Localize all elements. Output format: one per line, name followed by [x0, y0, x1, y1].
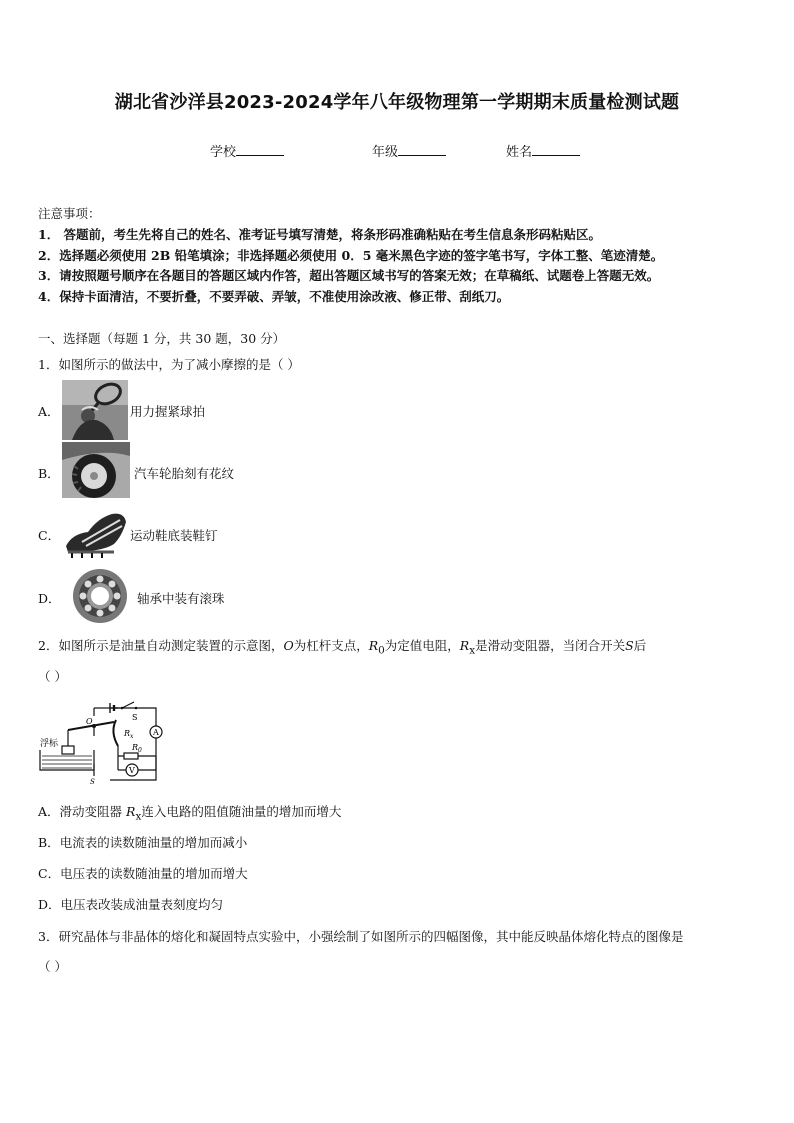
q2-option-a-pre: 滑动变阻器 — [59, 804, 127, 819]
name-label: 姓名 — [506, 145, 533, 160]
spiked-shoe-image — [62, 506, 130, 566]
tennis-player-image — [62, 380, 128, 444]
school-field — [210, 141, 284, 160]
q2-option-c-letter: C． — [38, 866, 61, 881]
switch-label: S — [132, 713, 138, 722]
q2-option-c-text: 电压表的读数随油量的增加而增大 — [60, 866, 248, 881]
q2-option-a — [38, 802, 341, 823]
rx-label: $R_x$ — [124, 729, 134, 740]
q2-stem-part: 后 — [633, 638, 647, 653]
q2-option-a-var: R — [126, 804, 136, 819]
q2-paren: （ ） — [38, 669, 67, 684]
school-label: 学校 — [210, 145, 237, 160]
page-title: 湖北省沙洋县2023-2024学年八年级物理第一学期期末质量检测试题 — [114, 92, 680, 113]
q1-option-b-letter: B． — [38, 466, 60, 481]
q1-option-c-letter: C． — [38, 528, 61, 543]
car-tire-image — [62, 442, 130, 502]
q3-paren: （ ） — [38, 959, 67, 974]
q2-option-d — [38, 895, 223, 913]
notice-item: 2．选择题必须使用 2B 铅笔填涂；非选择题必须使用 0．5 毫米黑色字迹的签字笔书写，字体工整、笔迹清楚。 — [38, 248, 664, 263]
section-heading: 一、选择题（每题 1 分，共 30 题，30 分） — [38, 331, 286, 346]
q2-stem-part: 是滑动变阻器，当闭合开关 — [475, 638, 626, 653]
q1-option-a-letter: A． — [38, 404, 60, 419]
q2-var-r0: R — [368, 638, 379, 653]
notice-item: 4．保持卡面清洁，不要折叠，不要弄破、弄皱，不准使用涂改液、修正带、刮纸刀。 — [38, 289, 510, 304]
q1-stem: 1．如图所示的做法中，为了减小摩擦的是（ ） — [38, 357, 300, 372]
ground-label: S — [90, 778, 95, 786]
r0-label: $R_0$ — [132, 743, 142, 754]
school-blank[interactable] — [236, 143, 284, 156]
q1-option-c-text: 运动鞋底装鞋钉 — [130, 528, 218, 543]
q2-stem-part: 为定值电阻， — [384, 638, 460, 653]
q3-stem: 3．研究晶体与非晶体的熔化和凝固特点实验中，小强绘制了如图所示的四幅图像，其中能反映晶体熔化特点的图像是 — [38, 929, 684, 944]
oil-gauge-circuit-diagram — [38, 694, 168, 790]
grade-blank[interactable] — [398, 143, 446, 156]
q2-option-a-letter: A． — [38, 804, 60, 819]
notice-item: 1． 答题前，考生先将自己的姓名、准考证号填写清楚，将条形码准确粘贴在考生信息条形码粘贴区。 — [38, 227, 602, 242]
q2-option-d-text: 电压表改装成油量表刻度均匀 — [60, 897, 224, 912]
q2-option-b-text: 电流表的读数随油量的增加而减小 — [59, 835, 248, 850]
q1-option-d-letter: D． — [38, 591, 61, 606]
grade-label: 年级 — [372, 145, 399, 160]
float-label: 浮标 — [40, 739, 59, 749]
name-blank[interactable] — [532, 143, 580, 156]
q1-option-a-text: 用力握紧球拍 — [130, 404, 206, 419]
q2-option-d-letter: D． — [38, 897, 61, 912]
q1-option-b-text: 汽车轮胎刻有花纹 — [134, 466, 235, 481]
q2-var-o: O — [283, 638, 294, 653]
grade-field — [372, 141, 446, 160]
q2-option-a-sub: x — [135, 810, 142, 823]
pivot-label: O — [86, 717, 93, 726]
q2-var-r0-sub: 0 — [378, 644, 385, 657]
q2-var-rx-sub: x — [469, 644, 476, 657]
ball-bearing-image — [66, 566, 132, 630]
q2-option-c — [38, 864, 248, 882]
q2-option-b-letter: B． — [38, 835, 60, 850]
q2-var-s: S — [625, 638, 634, 653]
notice-heading: 注意事项： — [38, 206, 101, 221]
q2-stem-part: 为杠杆支点， — [293, 638, 369, 653]
q2-stem-part: 2．如图所示是油量自动测定装置的示意图， — [38, 638, 284, 653]
notice-item: 3．请按照题号顺序在各题目的答题区域内作答，超出答题区域书写的答案无效；在草稿纸、试题卷上答题无效。 — [38, 268, 660, 283]
q2-stem — [38, 636, 646, 657]
q2-option-a-post: 连入电路的阻值随油量的增加而增大 — [141, 804, 342, 819]
ammeter-label: A — [153, 728, 159, 737]
q1-option-d-text: 轴承中装有滚珠 — [137, 591, 225, 606]
name-field — [506, 141, 580, 160]
q2-option-b — [38, 833, 247, 851]
voltmeter-label: V — [129, 766, 135, 775]
q2-var-rx: R — [459, 638, 470, 653]
